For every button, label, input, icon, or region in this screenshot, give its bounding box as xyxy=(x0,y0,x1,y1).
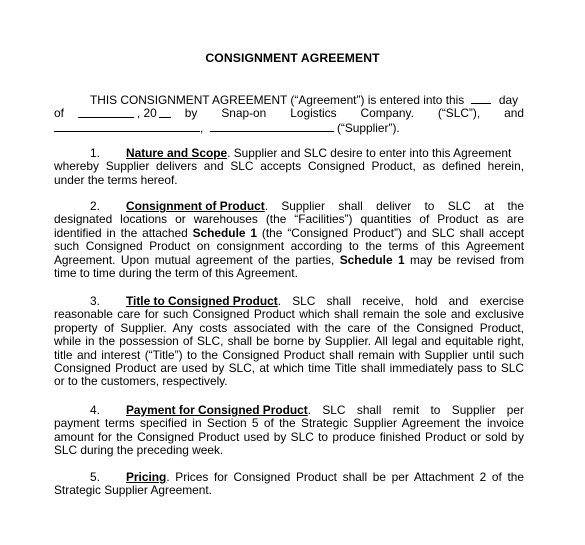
preamble-line-3a: , xyxy=(200,120,204,135)
supplier-address-blank xyxy=(210,121,334,132)
section-text: . Supplier and SLC desire to enter into this Agreement xyxy=(227,146,512,160)
section-1 xyxy=(54,147,524,187)
section-text: whereby Supplier delivers and SLC accepts Consigned Product, as defined herein, xyxy=(54,159,524,174)
section-text: such Consigned Product on consignment according to the terms of this Agreement xyxy=(54,239,524,254)
month-blank xyxy=(78,107,134,118)
section-text: . SLC shall receive, hold and exercise xyxy=(277,294,524,308)
section-text-with-schedule xyxy=(54,254,524,267)
preamble-line-2b: , 20 xyxy=(136,106,157,121)
section-text: under the terms hereof. xyxy=(54,172,178,187)
section-heading: Nature and Scope xyxy=(126,146,228,160)
section-number: 4. xyxy=(90,403,100,417)
section-text: identified in the attached xyxy=(54,225,193,240)
section-text: . Prices for Consigned Product shall be per Attachment 2 of the xyxy=(166,470,524,484)
section-4 xyxy=(54,404,524,458)
section-text: reasonable care for such Consigned Product which shall remain the sole and exclusive xyxy=(54,307,524,322)
preamble-line-1a: THIS CONSIGNMENT AGREEMENT (“Agreement”) is entered into this xyxy=(90,93,465,107)
section-3 xyxy=(54,295,524,389)
section-2 xyxy=(54,200,524,280)
preamble xyxy=(54,93,524,135)
section-heading: Consignment of Product xyxy=(126,199,265,213)
section-number: 2. xyxy=(90,199,100,213)
year-blank xyxy=(159,107,171,118)
section-text: . SLC shall remit to Supplier per xyxy=(307,403,524,417)
section-text: time to time during the term of this Agreement. xyxy=(54,266,298,281)
section-text: title and interest (“Title”) to the Consigned Product shall remain with Supplier until such xyxy=(54,347,524,362)
preamble-line-2a: of xyxy=(54,106,64,121)
section-heading: Pricing xyxy=(126,470,167,484)
section-text: SLC during the preceding week. xyxy=(54,443,224,458)
section-text: or to the customers, respectively. xyxy=(54,374,228,389)
section-text: designated locations or warehouses (the “Facilities”) quantities of Product as are xyxy=(54,212,524,227)
preamble-line-1b: day xyxy=(498,93,519,107)
section-text: Consigned Product are used by SLC, at which time Title shall immediately pass to SLC xyxy=(54,361,524,376)
section-text: (the “Consigned Product”) and SLC shall accept xyxy=(257,225,524,240)
section-text: payment terms specified in Section 5 of the Strategic Supplier Agreement the invoice xyxy=(54,416,524,431)
supplier-name-blank xyxy=(54,121,200,132)
section-text: . Supplier shall deliver to SLC at the xyxy=(264,199,524,213)
section-text: Strategic Supplier Agreement. xyxy=(54,483,212,498)
section-text: may be revised from xyxy=(404,252,524,267)
schedule-reference: Schedule 1 xyxy=(339,252,405,267)
section-number: 1. xyxy=(90,146,100,160)
section-text: property of Supplier. Any costs associated with the care of the Consigned Product, xyxy=(54,320,524,335)
section-text: amount for the Consigned Product used by SLC to produce finished Product or sold by xyxy=(54,429,524,444)
section-number: 5. xyxy=(90,470,100,484)
preamble-line-2c: by Snap-on Logistics Company. (“SLC”), and xyxy=(184,106,524,121)
section-number: 3. xyxy=(90,294,100,308)
section-text-with-schedule xyxy=(54,227,524,240)
section-5 xyxy=(54,471,524,498)
schedule-reference: Schedule 1 xyxy=(192,225,258,240)
section-heading: Payment for Consigned Product xyxy=(126,403,308,417)
section-text: Agreement. Upon mutual agreement of the parties, xyxy=(54,252,340,267)
preamble-line-3b: (“Supplier”). xyxy=(336,120,400,135)
section-heading: Title to Consigned Product xyxy=(126,294,278,308)
section-text: while in the possession of SLC, shall be borne by Supplier. All legal and equitable right, xyxy=(54,334,524,349)
day-blank xyxy=(471,93,491,104)
document-title: CONSIGNMENT AGREEMENT xyxy=(205,51,380,65)
